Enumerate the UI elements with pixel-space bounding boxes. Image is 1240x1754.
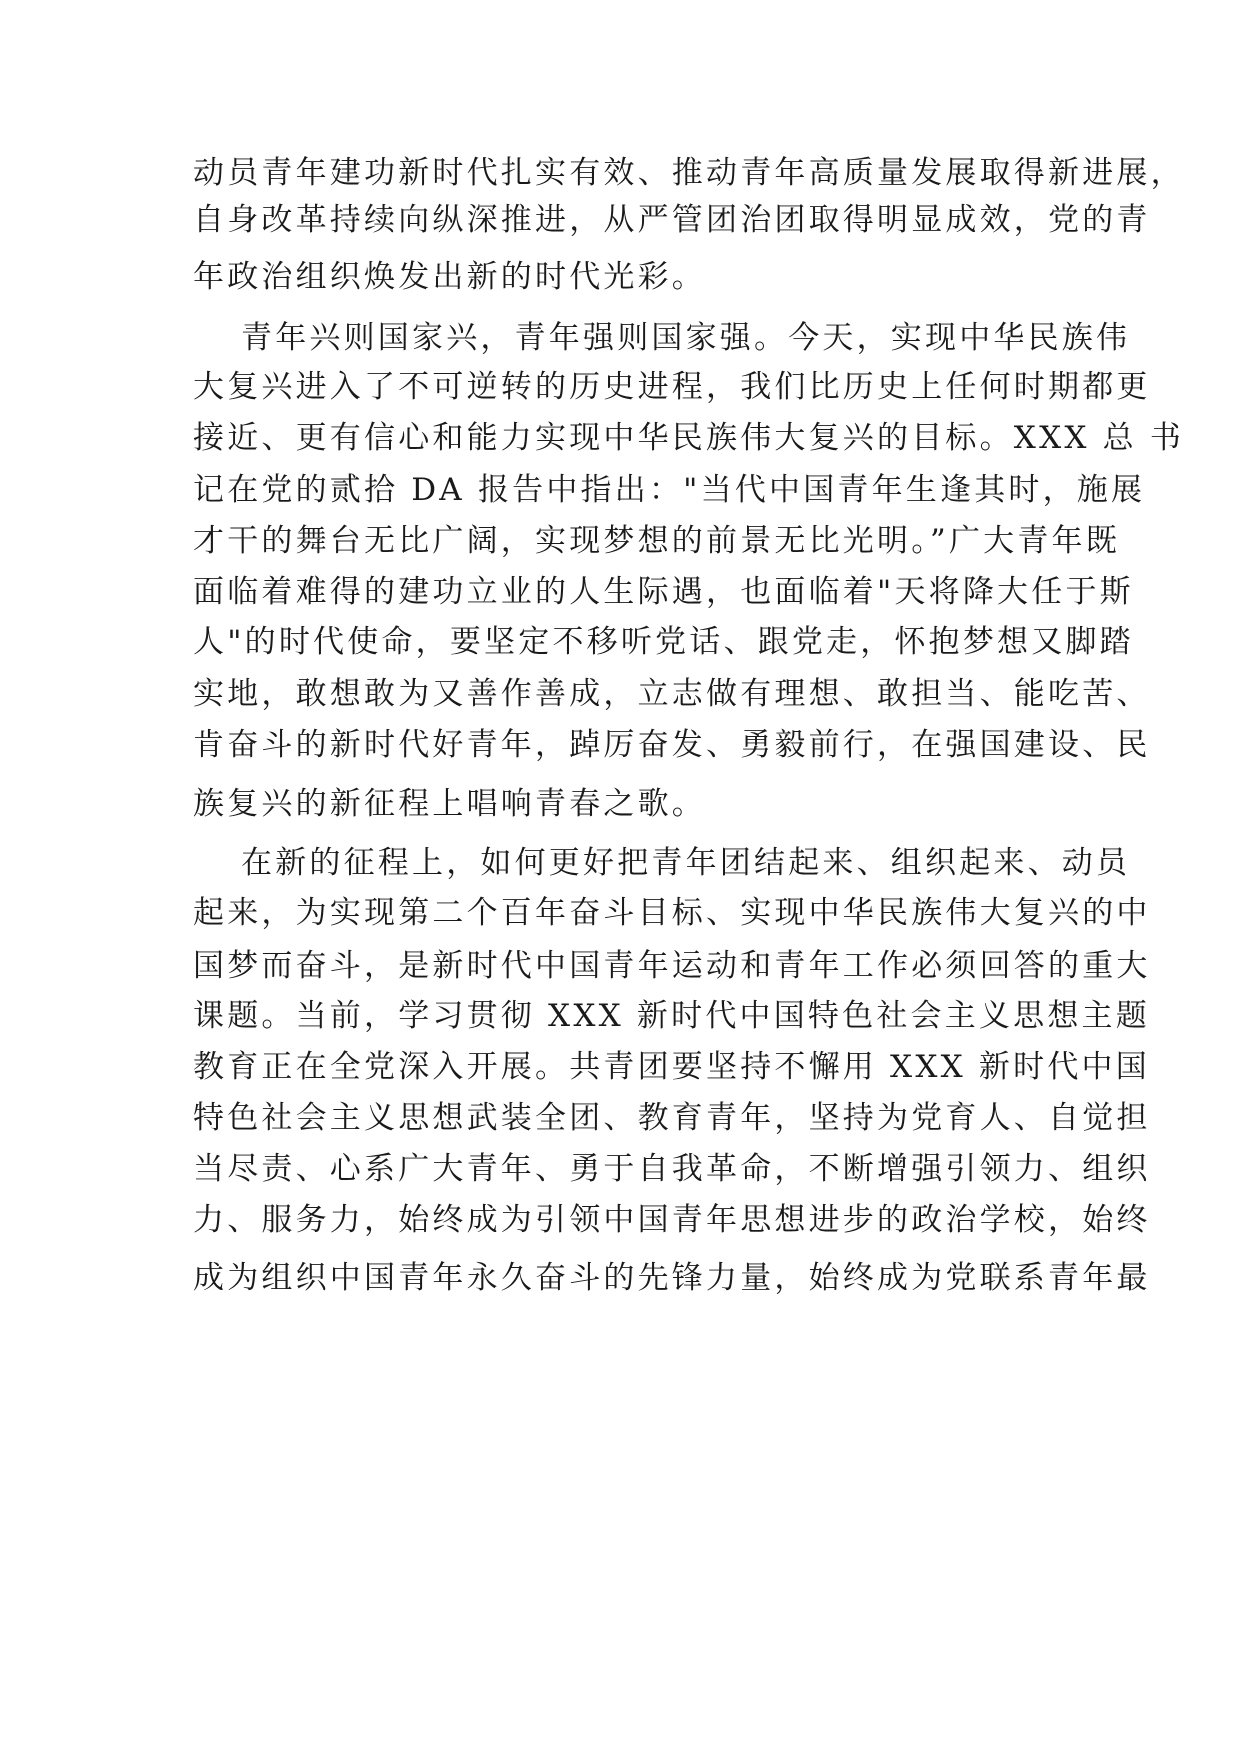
paragraph-2-line-3: 接近、更有信心和能力实现中华民族伟大复兴的目标。XXX 总 书 (193, 420, 1185, 456)
paragraph-3-line-6: 特色社会主义思想武装全团、教育青年，坚持为党育人、自觉担 (193, 1100, 1151, 1136)
paragraph-3-line-1: 在新的征程上，如何更好把青年团结起来、组织起来、动员 (241, 845, 1131, 881)
paragraph-2-line-5: 才干的舞台无比广阔，实现梦想的前景无比光明。”广大青年既 (193, 523, 1120, 559)
paragraph-3-line-2: 起来，为实现第二个百年奋斗目标、实现中华民族伟大复兴的中 (193, 895, 1151, 931)
paragraph-1-line-2: 自身改革持续向纵深推进，从严管团治团取得明显成效，党的青 (193, 202, 1151, 238)
paragraph-2-line-1: 青年兴则国家兴，青年强则国家强。今天，实现中华民族伟 (241, 320, 1131, 356)
paragraph-2-line-8: 实地，敢想敢为又善作善成，立志做有理想、敢担当、能吃苦、 (193, 676, 1151, 712)
paragraph-2-line-2: 大复兴进入了不可逆转的历史进程，我们比历史上任何时期都更 (193, 369, 1151, 405)
paragraph-3-line-8: 力、服务力，始终成为引领中国青年思想进步的政治学校，始终 (193, 1202, 1151, 1238)
paragraph-2-line-6: 面临着难得的建功立业的人生际遇，也面临着"天将降大任于斯 (193, 574, 1134, 610)
paragraph-1-line-3: 年政治组织焕发出新的时代光彩。 (193, 259, 706, 295)
paragraph-2-line-7: 人"的时代使命，要坚定不移听党话、跟党走，怀抱梦想又脚踏 (193, 624, 1134, 660)
paragraph-3-line-9: 成为组织中国青年永久奋斗的先锋力量，始终成为党联系青年最 (193, 1260, 1151, 1296)
paragraph-2-line-10: 族复兴的新征程上唱响青春之歌。 (193, 786, 706, 822)
paragraph-2-line-4: 记在党的贰拾 DA 报告中指出："当代中国青年生逢其时，施展 (193, 472, 1146, 508)
paragraph-1-line-1: 动员青年建功新时代扎实有效、推动青年高质量发展取得新进展， (193, 155, 1185, 191)
paragraph-3-line-5: 教育正在全党深入开展。共青团要坚持不懈用 XXX 新时代中国 (193, 1049, 1150, 1085)
paragraph-3-line-7: 当尽责、心系广大青年、勇于自我革命，不断增强引领力、组织 (193, 1151, 1151, 1187)
paragraph-3-line-3: 国梦而奋斗，是新时代中国青年运动和青年工作必须回答的重大 (193, 948, 1151, 984)
paragraph-2-line-9: 肯奋斗的新时代好青年，踔厉奋发、勇毅前行，在强国建设、民 (193, 727, 1151, 763)
paragraph-3-line-4: 课题。当前，学习贯彻 XXX 新时代中国特色社会主义思想主题 (193, 998, 1150, 1034)
